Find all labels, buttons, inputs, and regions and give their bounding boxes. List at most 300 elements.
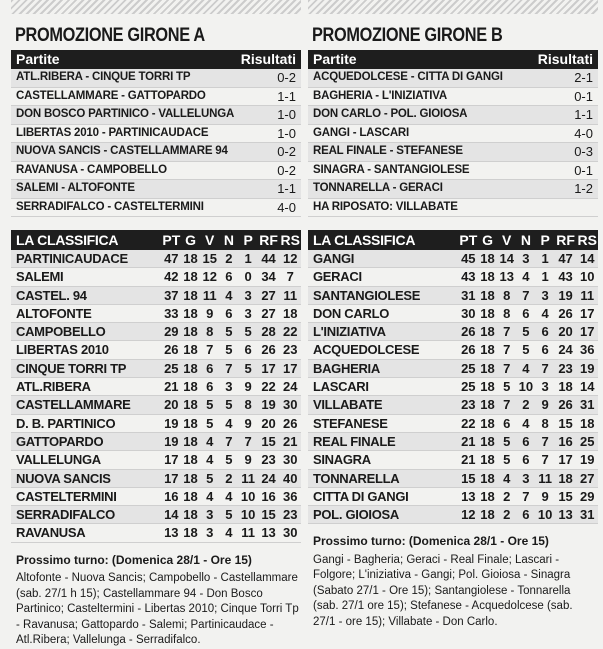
cell-points: 23: [461, 397, 476, 413]
cell-played: 18: [183, 305, 198, 321]
cell-points: 22: [461, 415, 476, 431]
cell-lost: 1: [541, 269, 549, 285]
header-drawn: N: [223, 232, 234, 248]
cell-lost: 3: [244, 287, 252, 303]
match-teams: DON CARLO - POL. GIOIOSA: [313, 108, 468, 120]
header-goals-for: RF: [259, 232, 278, 248]
cell-lost: 8: [244, 397, 252, 413]
standings-table: [308, 230, 598, 524]
cell-points: 25: [461, 379, 476, 395]
standings-row: [308, 506, 598, 524]
cell-played: 18: [183, 415, 198, 431]
header-played: G: [482, 232, 493, 248]
cell-lost: 3: [244, 305, 252, 321]
cell-points: 13: [164, 525, 179, 541]
cell-won: 4: [206, 433, 214, 449]
panel-title: PROMOZIONE GIRONE A: [15, 25, 205, 46]
standings-row: [308, 305, 598, 323]
standings-row: [308, 250, 598, 268]
cell-goals-for: 17: [558, 452, 573, 468]
cell-won: 6: [206, 379, 214, 395]
cell-goals-against: 11: [580, 287, 595, 303]
header-goals-against: RS: [577, 232, 597, 248]
cell-won: 9: [206, 305, 214, 321]
match-row: [308, 125, 598, 144]
cell-lost: 6: [244, 342, 252, 358]
cell-won: 6: [503, 415, 511, 431]
cell-goals-against: 22: [282, 324, 298, 340]
matches-column-header: Partite: [16, 51, 60, 67]
cell-lost: 4: [541, 305, 549, 321]
cell-goals-for: 28: [261, 324, 276, 340]
cell-points: 31: [461, 287, 476, 303]
cell-lost: 1: [244, 251, 252, 266]
cell-team: GATTOPARDO: [16, 433, 104, 449]
cell-played: 18: [480, 305, 495, 321]
standings-row: [11, 268, 301, 286]
cell-points: 42: [164, 269, 179, 285]
cell-lost: 5: [244, 360, 252, 376]
cell-won: 5: [503, 452, 511, 468]
cell-team: ACQUEDOLCESE: [313, 342, 420, 358]
header-lost: P: [540, 232, 550, 248]
cell-goals-against: 23: [282, 507, 298, 523]
cell-played: 18: [183, 342, 198, 358]
cell-won: 4: [503, 470, 511, 486]
next-round-label: Prossimo turno:: [16, 552, 109, 567]
header-goals-for: RF: [556, 232, 575, 248]
standings-row: [308, 415, 598, 433]
cell-won: 15: [202, 251, 217, 266]
cell-points: 19: [164, 415, 179, 431]
cell-drawn: 3: [225, 379, 233, 395]
standings-row: [308, 470, 598, 488]
cell-goals-against: 30: [282, 452, 298, 468]
next-round-fixtures: Altofonte - Nuova Sancis; Campobello - Castellammare (sab. 27/1 h 15); Castellammare 94 - Don Bosco Partinico; Casteltermini - Libertas 2010; Cinque Torri Tp - Ravanusa; Gattopardo - Salemi; Partinicaudace - Atl.Ribera; Vallelunga - Serradifalco.: [16, 572, 299, 647]
next-round-when: (Domenica 28/1 - Ore 15): [408, 534, 549, 549]
match-result: 2-1: [574, 70, 593, 85]
cell-won: 8: [503, 305, 511, 321]
cell-played: 18: [183, 287, 198, 303]
cell-drawn: 5: [522, 342, 530, 358]
standings-row: [11, 250, 301, 268]
cell-points: 14: [164, 507, 179, 523]
cell-drawn: 5: [225, 397, 233, 413]
cell-goals-against: 36: [579, 342, 595, 358]
cell-drawn: 7: [522, 287, 530, 303]
cell-goals-for: 13: [261, 525, 276, 541]
cell-played: 18: [183, 525, 198, 541]
match-row: [11, 125, 301, 144]
cell-goals-against: 12: [282, 251, 298, 266]
standings-row: [11, 360, 301, 378]
cell-goals-against: 14: [579, 251, 595, 266]
cell-goals-against: 19: [579, 452, 595, 468]
standings-row: [308, 268, 598, 286]
cell-points: 20: [164, 397, 179, 413]
next-round-fixtures: Gangi - Bagheria; Geraci - Real Finale; Lascari - Folgore; L'iniziativa - Gangi; Pol. Gioiosa - Sinagra (Sabato 27/1 - Ore 15); Santangiolese - Tonnarella (sab. 27/1 ore 15); Stefanese - Acquedolcese (sab. 27/1 - ore 15); Villabate - Don Carlo.: [313, 553, 573, 628]
cell-team: STEFANESE: [313, 415, 388, 431]
match-row: [11, 88, 301, 107]
cell-drawn: 6: [225, 305, 233, 321]
match-row: [308, 162, 598, 181]
match-result: 1-0: [277, 125, 296, 141]
cell-goals-for: 15: [261, 433, 276, 449]
cell-team: LIBERTAS 2010: [16, 342, 109, 358]
cell-lost: 8: [541, 415, 549, 431]
standings-row: [308, 433, 598, 451]
cell-drawn: 2: [522, 397, 530, 413]
cell-played: 18: [183, 452, 198, 468]
standings-row: [11, 341, 301, 359]
matches-body: [11, 69, 301, 217]
cell-team: RAVANUSA: [16, 525, 86, 541]
cell-goals-against: 17: [579, 324, 595, 340]
standings-row: [308, 287, 598, 305]
cell-team: NUOVA SANCIS: [16, 470, 111, 486]
match-row: [308, 106, 598, 125]
match-row: [308, 199, 598, 218]
match-result: 0-3: [574, 144, 593, 159]
cell-team: D. B. PARTINICO: [16, 415, 116, 431]
cell-played: 18: [480, 269, 495, 285]
standings-row: [308, 341, 598, 359]
cell-won: 6: [206, 360, 214, 376]
cell-team: DON CARLO: [313, 305, 390, 321]
cell-won: 4: [206, 488, 214, 504]
cell-goals-for: 19: [261, 397, 276, 413]
standings-row: [11, 378, 301, 396]
header-points: PT: [459, 232, 478, 248]
standings-row: [11, 451, 301, 469]
match-row: [308, 143, 598, 162]
match-teams: HA RIPOSATO: VILLABATE: [313, 200, 458, 213]
cell-drawn: 4: [225, 488, 233, 504]
cell-goals-against: 36: [282, 488, 298, 504]
cell-lost: 7: [541, 360, 549, 376]
match-result: 0-2: [277, 70, 296, 85]
match-row: [11, 106, 301, 125]
cell-drawn: 6: [225, 269, 233, 285]
standings-row: [11, 433, 301, 451]
cell-team: SALEMI: [16, 269, 64, 285]
cell-goals-against: 30: [282, 525, 298, 541]
cell-goals-for: 27: [261, 305, 276, 321]
cell-goals-against: 10: [579, 269, 595, 285]
cell-played: 18: [183, 324, 198, 340]
cell-won: 5: [206, 470, 214, 486]
cell-drawn: 5: [522, 324, 530, 340]
cell-drawn: 5: [225, 507, 233, 523]
match-teams: GANGI - LASCARI: [313, 126, 410, 139]
match-teams: SERRADIFALCO - CASTELTERMINI: [16, 200, 204, 213]
cell-won: 7: [503, 360, 511, 376]
cell-goals-against: 40: [282, 470, 298, 486]
match-teams: TONNARELLA - GERACI: [313, 182, 443, 194]
cell-lost: 9: [541, 488, 549, 504]
cell-team: TONNARELLA: [313, 470, 400, 486]
cell-played: 18: [480, 324, 495, 340]
cell-lost: 6: [541, 324, 549, 340]
cell-goals-against: 30: [282, 397, 298, 413]
cell-team: VALLELUNGA: [16, 452, 101, 468]
cell-won: 14: [499, 251, 514, 266]
cell-won: 5: [206, 397, 214, 413]
header-played: G: [185, 232, 196, 248]
cell-goals-for: 44: [261, 251, 276, 266]
standings-row: [11, 524, 301, 542]
hatch-decoration: [11, 0, 301, 14]
results-column-header: Risultati: [537, 51, 593, 67]
cell-won: 4: [206, 452, 214, 468]
cell-lost: 10: [537, 507, 553, 523]
cell-won: 8: [503, 287, 511, 303]
match-teams: ACQUEDOLCESE - CITTA DI GANGI: [313, 71, 503, 83]
cell-lost: 5: [244, 324, 252, 340]
standings-row: [11, 305, 301, 323]
next-round: [308, 534, 598, 630]
cell-goals-against: 18: [579, 415, 595, 431]
cell-drawn: 5: [225, 342, 233, 358]
cell-played: 18: [480, 379, 495, 395]
standings-row: [11, 415, 301, 433]
match-row: [11, 69, 301, 88]
cell-goals-against: 29: [579, 488, 595, 504]
cell-points: 21: [164, 379, 179, 395]
cell-drawn: 2: [225, 470, 233, 486]
cell-goals-for: 24: [558, 342, 573, 358]
cell-played: 18: [480, 360, 495, 376]
cell-points: 33: [164, 305, 179, 321]
cell-goals-for: 20: [261, 415, 276, 431]
cell-points: 29: [164, 324, 179, 340]
cell-goals-against: 11: [283, 287, 298, 303]
results-column-header: Risultati: [240, 51, 296, 67]
cell-goals-against: 19: [579, 360, 595, 376]
match-teams: REAL FINALE - STEFANESE: [313, 145, 463, 157]
cell-goals-for: 18: [558, 379, 573, 395]
cell-won: 7: [206, 342, 214, 358]
cell-played: 18: [480, 342, 495, 358]
cell-goals-against: 17: [282, 360, 298, 376]
matches-header: [11, 50, 301, 69]
cell-team: PARTINICAUDACE: [16, 251, 128, 266]
cell-team: CASTELTERMINI: [16, 488, 117, 504]
cell-points: 45: [461, 251, 476, 266]
match-row: [11, 162, 301, 181]
standings-table: [11, 230, 301, 543]
cell-goals-for: 26: [558, 397, 573, 413]
matches-table: [11, 50, 301, 217]
cell-played: 18: [480, 488, 495, 504]
cell-goals-for: 22: [261, 379, 276, 395]
cell-goals-for: 15: [558, 415, 573, 431]
match-result: 4-0: [277, 199, 296, 215]
cell-won: 2: [503, 507, 511, 523]
match-result: 1-2: [574, 181, 593, 196]
cell-lost: 9: [541, 397, 549, 413]
cell-points: 43: [461, 269, 476, 285]
match-teams: BAGHERIA - L'INIZIATIVA: [313, 89, 447, 102]
cell-points: 25: [461, 360, 476, 376]
cell-points: 19: [164, 433, 179, 449]
match-result: 0-1: [574, 88, 593, 104]
cell-team: POL. GIOIOSA: [313, 507, 399, 523]
cell-goals-for: 20: [558, 324, 573, 340]
cell-team: GERACI: [313, 269, 362, 285]
cell-goals-against: 26: [282, 415, 298, 431]
cell-goals-against: 24: [282, 379, 298, 395]
cell-goals-for: 16: [261, 488, 276, 504]
cell-played: 18: [183, 269, 198, 285]
header-won: V: [205, 232, 215, 248]
cell-drawn: 6: [522, 452, 530, 468]
cell-points: 21: [461, 433, 476, 449]
match-row: [11, 199, 301, 218]
cell-played: 18: [183, 379, 198, 395]
cell-lost: 3: [541, 379, 549, 395]
cell-lost: 7: [541, 452, 549, 468]
match-result: 1-1: [277, 88, 296, 104]
cell-lost: 10: [240, 507, 256, 523]
header-team: LA CLASSIFICA: [16, 232, 119, 248]
cell-goals-for: 18: [558, 470, 573, 486]
match-teams: ATL.RIBERA - CINQUE TORRI TP: [16, 71, 191, 83]
cell-drawn: 6: [522, 305, 530, 321]
cell-drawn: 7: [522, 488, 530, 504]
cell-goals-for: 34: [261, 269, 276, 285]
header-goals-against: RS: [280, 232, 300, 248]
cell-points: 47: [164, 251, 179, 266]
cell-drawn: 4: [225, 287, 233, 303]
standings-row: [308, 378, 598, 396]
cell-points: 25: [164, 360, 179, 376]
cell-team: REAL FINALE: [313, 433, 396, 449]
cell-won: 11: [202, 287, 217, 303]
match-teams: RAVANUSA - CAMPOBELLO: [16, 163, 167, 176]
cell-lost: 7: [541, 433, 549, 449]
cell-goals-for: 27: [261, 287, 276, 303]
cell-won: 3: [206, 507, 214, 523]
cell-points: 13: [461, 488, 476, 504]
cell-team: BAGHERIA: [313, 360, 380, 376]
cell-played: 18: [480, 397, 495, 413]
cell-goals-against: 18: [282, 305, 298, 321]
cell-goals-for: 16: [558, 433, 573, 449]
cell-drawn: 7: [225, 360, 233, 376]
standings-row: [11, 396, 301, 414]
cell-drawn: 4: [522, 360, 530, 376]
header-drawn: N: [520, 232, 531, 248]
cell-played: 18: [183, 470, 198, 486]
cell-goals-against: 23: [282, 342, 298, 358]
panel-title: PROMOZIONE GIRONE B: [312, 25, 503, 46]
cell-goals-against: 27: [579, 470, 595, 486]
cell-won: 5: [206, 415, 214, 431]
standings-row: [308, 396, 598, 414]
cell-goals-against: 21: [282, 433, 298, 449]
cell-team: SINAGRA: [313, 452, 371, 468]
next-round-when: (Domenica 28/1 - Ore 15): [111, 552, 252, 567]
cell-team: LASCARI: [313, 379, 369, 395]
cell-lost: 11: [241, 470, 255, 486]
cell-drawn: 6: [522, 433, 530, 449]
cell-won: 8: [206, 324, 214, 340]
matches-table: [308, 50, 598, 217]
match-row: [11, 180, 301, 199]
cell-goals-against: 31: [579, 507, 595, 523]
cell-points: 17: [164, 470, 179, 486]
cell-team: GANGI: [313, 251, 355, 266]
cell-points: 37: [164, 287, 179, 303]
cell-drawn: 4: [225, 525, 233, 541]
cell-lost: 7: [244, 433, 252, 449]
match-teams: NUOVA SANCIS - CASTELLAMMARE 94: [16, 145, 228, 157]
cell-drawn: 2: [225, 251, 233, 266]
cell-played: 18: [183, 360, 198, 376]
standings-header: [11, 230, 301, 250]
cell-played: 18: [480, 507, 495, 523]
cell-lost: 0: [244, 269, 252, 285]
cell-played: 18: [480, 433, 495, 449]
match-row: [308, 180, 598, 199]
standings-body: [308, 250, 598, 524]
cell-goals-for: 47: [558, 251, 573, 266]
cell-points: 26: [461, 342, 476, 358]
cell-points: 26: [461, 324, 476, 340]
cell-drawn: 7: [225, 433, 233, 449]
match-result: 0-2: [277, 144, 296, 159]
cell-played: 18: [183, 397, 198, 413]
standings-body: [11, 250, 301, 543]
header-points: PT: [162, 232, 181, 248]
cell-drawn: 4: [522, 415, 530, 431]
match-result: 4-0: [574, 125, 593, 141]
girone-b-panel: [308, 0, 598, 630]
header-won: V: [502, 232, 512, 248]
cell-won: 13: [499, 269, 514, 285]
next-round: [11, 553, 301, 649]
matches-body: [308, 69, 598, 217]
match-row: [308, 69, 598, 88]
header-lost: P: [243, 232, 253, 248]
girone-a-panel: [11, 0, 301, 649]
standings-row: [11, 470, 301, 488]
cell-played: 18: [480, 287, 495, 303]
cell-points: 15: [461, 470, 476, 486]
cell-played: 18: [183, 433, 198, 449]
standings-row: [11, 323, 301, 341]
match-teams: LIBERTAS 2010 - PARTINICAUDACE: [16, 126, 209, 139]
cell-drawn: 10: [518, 379, 534, 395]
cell-goals-for: 26: [558, 305, 573, 321]
cell-team: SANTANGIOLESE: [313, 287, 421, 303]
cell-points: 30: [461, 305, 476, 321]
cell-played: 18: [183, 488, 198, 504]
cell-goals-against: 7: [286, 269, 294, 285]
match-row: [308, 88, 598, 107]
cell-drawn: 3: [522, 470, 530, 486]
hatch-decoration: [308, 0, 598, 14]
standings-row: [11, 506, 301, 524]
standings-header: [308, 230, 598, 250]
cell-team: CASTELLAMMARE: [16, 397, 131, 413]
cell-played: 18: [480, 415, 495, 431]
cell-team: CAMPOBELLO: [16, 324, 106, 340]
matches-header: [308, 50, 598, 69]
cell-points: 16: [164, 488, 179, 504]
cell-goals-for: 17: [261, 360, 276, 376]
